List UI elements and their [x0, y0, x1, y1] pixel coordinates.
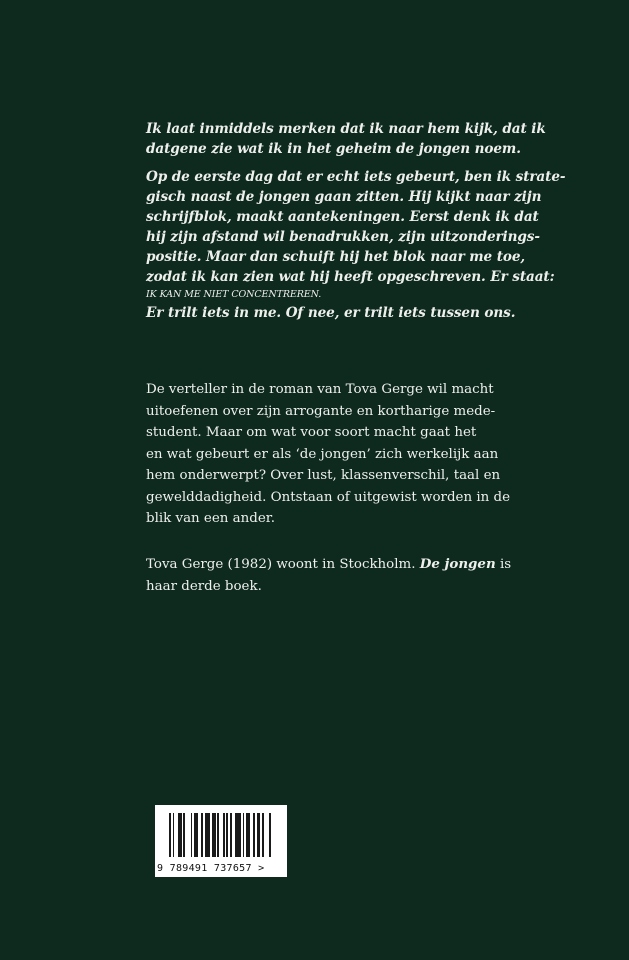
- blurb-paragraph: [146, 379, 510, 530]
- text-line: haar derde boek.: [146, 578, 262, 594]
- text-line: uitoefenen over zijn arrogante en kortharige mede-: [146, 403, 496, 419]
- bio-text: is: [495, 557, 512, 572]
- text-line: positie. Maar dan schuift hij het blok naar me toe,: [146, 249, 526, 265]
- text-line: Op de eerste dag dat er echt iets gebeurt, ben ik strate-: [146, 169, 566, 185]
- quote-paragraph-2: [146, 167, 566, 323]
- text-line: schrijfblok, maakt aantekeningen. Eerst denk ik dat: [146, 209, 539, 225]
- barcode-bar: [269, 813, 271, 857]
- text-line: De verteller in de roman van Tova Gerge wil macht: [146, 382, 494, 397]
- book-title: De jongen: [419, 556, 496, 572]
- small-caps-line: IK KAN ME NIET CONCENTREREN.: [146, 289, 322, 300]
- author-bio: [146, 554, 512, 597]
- text-line: [146, 554, 512, 576]
- text-line: student. Maar om wat voor soort macht gaat het: [146, 425, 477, 440]
- text-line: gisch naast de jongen gaan zitten. Hij kijkt naar zijn: [146, 189, 542, 205]
- text-line: Ik laat inmiddels merken dat ik naar hem kijk, dat ik: [146, 121, 546, 137]
- isbn-barcode: [155, 805, 287, 877]
- text-line: gewelddadigheid. Ontstaan of uitgewist worden in de: [146, 489, 510, 505]
- text-line: datgene zie wat ik in het geheim de jongen noem.: [146, 141, 521, 157]
- text-line: Er trilt iets in me. Of nee, er trilt iets tussen ons.: [146, 305, 516, 321]
- barcode-bars: [169, 813, 271, 857]
- quote-paragraph-1: [146, 119, 546, 159]
- isbn-number: 9 789491 737657 >: [157, 863, 265, 874]
- text-line: hem onderwerpt? Over lust, klassenverschil, taal en: [146, 468, 501, 483]
- text-line: en wat gebeurt er als ‘de jongen’ zich werkelijk aan: [146, 446, 499, 462]
- text-line: blik van een ander.: [146, 511, 275, 526]
- text-line: zodat ik kan zien wat hij heeft opgeschreven. Er staat:: [146, 269, 555, 285]
- bio-text: Tova Gerge (1982) woont in Stockholm.: [146, 557, 420, 572]
- text-line: hij zijn afstand wil benadrukken, zijn uitzonderings-: [146, 229, 540, 245]
